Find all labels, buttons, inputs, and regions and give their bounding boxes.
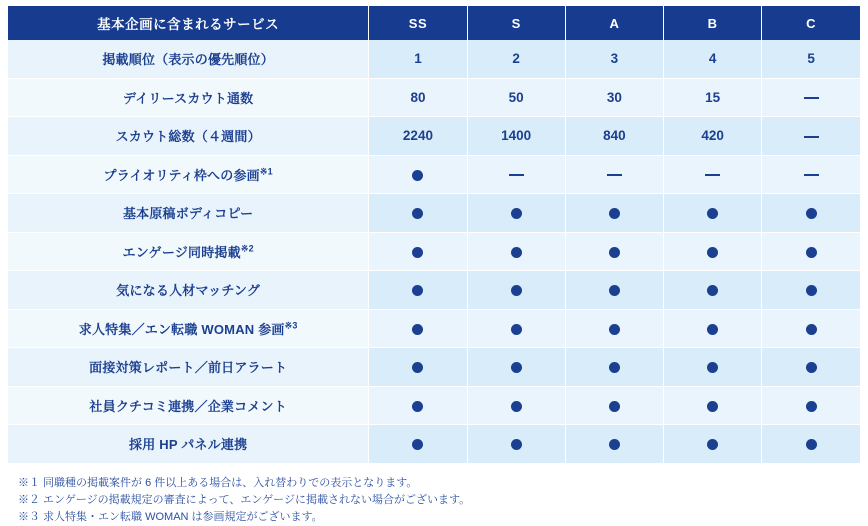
cell-ss <box>369 271 467 310</box>
cell-b <box>664 386 762 425</box>
footnote-3: ※３ 求人特集・エン転職 WOMAN は参画規定がございます。 <box>18 510 323 523</box>
footnote-2: ※２ エンゲージの掲載規定の審査によって、エンゲージに掲載されない場合がございます。 <box>18 493 471 506</box>
included-dot-icon <box>707 401 718 412</box>
cell-ss <box>369 348 467 387</box>
included-dot-icon <box>609 285 620 296</box>
plan-comparison-table <box>8 6 860 463</box>
row-label: 気になる人材マッチング <box>8 271 369 310</box>
row-label: 面接対策レポート／前日アラート <box>8 348 369 387</box>
included-dot-icon <box>412 247 423 258</box>
included-dot-icon <box>412 362 423 373</box>
included-dot-icon <box>609 324 620 335</box>
cell-b <box>664 194 762 233</box>
row-label: 求人特集／エン転職 WOMAN 参画$^{※3}$ <box>8 309 369 348</box>
table-row <box>8 155 860 194</box>
row-label: 社員クチコミ連携／企業コメント <box>8 386 369 425</box>
cell-ss <box>369 194 467 233</box>
included-dot-icon <box>412 439 423 450</box>
cell-a <box>565 271 663 310</box>
included-dot-icon <box>806 401 817 412</box>
cell-s: 2 <box>467 40 565 78</box>
included-dot-icon <box>806 247 817 258</box>
not-included-dash-icon <box>804 174 819 176</box>
cell-ss <box>369 425 467 463</box>
row-label-footnote-marker: ※2 <box>240 243 254 254</box>
footnotes <box>18 475 860 526</box>
cell-c <box>762 309 860 348</box>
included-dot-icon <box>806 285 817 296</box>
cell-s <box>467 232 565 271</box>
included-dot-icon <box>412 208 423 219</box>
table-row <box>8 348 860 387</box>
included-dot-icon <box>707 208 718 219</box>
table-header-row <box>8 6 860 40</box>
cell-c <box>762 232 860 271</box>
table-row <box>8 194 860 233</box>
table-header <box>8 6 860 40</box>
included-dot-icon <box>806 324 817 335</box>
included-dot-icon <box>609 439 620 450</box>
included-dot-icon <box>609 208 620 219</box>
included-dot-icon <box>412 401 423 412</box>
cell-ss <box>369 155 467 194</box>
cell-s <box>467 309 565 348</box>
included-dot-icon <box>609 401 620 412</box>
table-row <box>8 232 860 271</box>
cell-ss <box>369 232 467 271</box>
cell-c <box>762 194 860 233</box>
table-row <box>8 40 860 78</box>
column-header-service: 基本企画に含まれるサービス <box>8 6 369 40</box>
cell-b <box>664 309 762 348</box>
table-row <box>8 117 860 156</box>
included-dot-icon <box>806 362 817 373</box>
cell-a <box>565 425 663 463</box>
not-included-dash-icon <box>607 174 622 176</box>
included-dot-icon <box>511 401 522 412</box>
cell-a: 30 <box>565 78 663 117</box>
cell-c <box>762 386 860 425</box>
cell-a <box>565 348 663 387</box>
included-dot-icon <box>609 362 620 373</box>
cell-c <box>762 78 860 117</box>
table-row <box>8 271 860 310</box>
cell-a <box>565 386 663 425</box>
cell-a <box>565 232 663 271</box>
row-label: 採用 HP パネル連携 <box>8 425 369 463</box>
cell-b <box>664 155 762 194</box>
not-included-dash-icon <box>804 97 819 99</box>
cell-s <box>467 194 565 233</box>
cell-b: 4 <box>664 40 762 78</box>
footnote-1: ※１ 同職種の掲載案件が 6 件以上ある場合は、入れ替わりでの表示となります。 <box>18 476 418 489</box>
cell-b <box>664 271 762 310</box>
cell-a <box>565 194 663 233</box>
not-included-dash-icon <box>705 174 720 176</box>
included-dot-icon <box>511 208 522 219</box>
cell-s <box>467 348 565 387</box>
included-dot-icon <box>609 247 620 258</box>
cell-a <box>565 155 663 194</box>
cell-s: 1400 <box>467 117 565 156</box>
row-label-footnote-marker: ※3 <box>284 320 298 331</box>
cell-b <box>664 348 762 387</box>
cell-ss: 1 <box>369 40 467 78</box>
row-label: エンゲージ同時掲載$^{※2}$ <box>8 232 369 271</box>
included-dot-icon <box>412 324 423 335</box>
cell-s <box>467 386 565 425</box>
table-row <box>8 386 860 425</box>
cell-c <box>762 348 860 387</box>
included-dot-icon <box>707 324 718 335</box>
cell-ss: 2240 <box>369 117 467 156</box>
included-dot-icon <box>707 439 718 450</box>
included-dot-icon <box>511 362 522 373</box>
row-label: スカウト総数（４週間） <box>8 117 369 156</box>
cell-a <box>565 309 663 348</box>
cell-b <box>664 232 762 271</box>
included-dot-icon <box>412 285 423 296</box>
included-dot-icon <box>806 208 817 219</box>
cell-s <box>467 425 565 463</box>
included-dot-icon <box>707 285 718 296</box>
cell-ss <box>369 386 467 425</box>
cell-ss: 80 <box>369 78 467 117</box>
column-header-ss: SS <box>369 6 467 40</box>
column-header-s: S <box>467 6 565 40</box>
included-dot-icon <box>707 362 718 373</box>
column-header-c: C <box>762 6 860 40</box>
cell-c: 5 <box>762 40 860 78</box>
cell-c <box>762 155 860 194</box>
not-included-dash-icon <box>509 174 524 176</box>
column-header-a: A <box>565 6 663 40</box>
table-body <box>8 40 860 463</box>
cell-c <box>762 271 860 310</box>
cell-a: 840 <box>565 117 663 156</box>
row-label-footnote-marker: ※1 <box>259 166 273 177</box>
row-label: デイリースカウト通数 <box>8 78 369 117</box>
cell-c <box>762 117 860 156</box>
included-dot-icon <box>707 247 718 258</box>
included-dot-icon <box>511 439 522 450</box>
table-row <box>8 309 860 348</box>
cell-s <box>467 271 565 310</box>
column-header-b: B <box>664 6 762 40</box>
table-row <box>8 425 860 463</box>
cell-s <box>467 155 565 194</box>
cell-b: 15 <box>664 78 762 117</box>
row-label: プライオリティ枠への参画$^{※1}$ <box>8 155 369 194</box>
row-label: 掲載順位（表示の優先順位） <box>8 40 369 78</box>
cell-b: 420 <box>664 117 762 156</box>
table-row <box>8 78 860 117</box>
included-dot-icon <box>412 170 423 181</box>
cell-ss <box>369 309 467 348</box>
included-dot-icon <box>511 285 522 296</box>
cell-a: 3 <box>565 40 663 78</box>
not-included-dash-icon <box>804 136 819 138</box>
cell-s: 50 <box>467 78 565 117</box>
included-dot-icon <box>806 439 817 450</box>
cell-c <box>762 425 860 463</box>
included-dot-icon <box>511 247 522 258</box>
included-dot-icon <box>511 324 522 335</box>
row-label: 基本原稿ボディコピー <box>8 194 369 233</box>
cell-b <box>664 425 762 463</box>
